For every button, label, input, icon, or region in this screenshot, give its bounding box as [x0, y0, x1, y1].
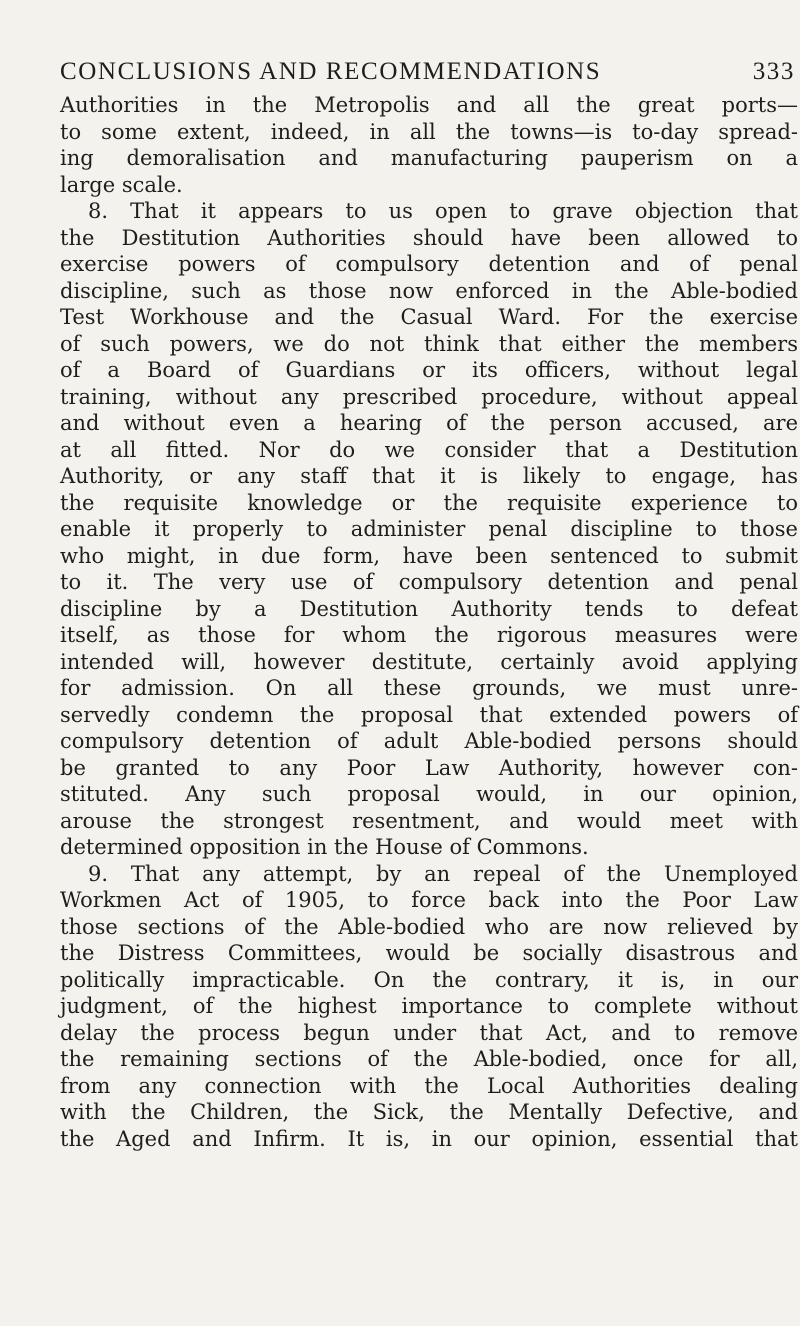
text-line: enable it properly to administer penal discipline to those [60, 517, 798, 541]
text-line: from any connection with the Local Authorities dealing [60, 1073, 798, 1098]
text-line: who might, in due form, have been sentenced to submit [60, 543, 798, 568]
text-line: and without even a hearing of the person accused, are [60, 411, 798, 435]
text-line: the requisite knowledge or the requisite experience to [60, 490, 798, 515]
text-line: discipline by a Destitution Authority tends to defeat [60, 596, 798, 621]
text-line: delay the process begun under that Act, and to remove [60, 1020, 798, 1045]
text-line: the remaining sections of the Able-bodied, once for all, [60, 1047, 798, 1071]
text-line: to it. The very use of compulsory detention and penal [60, 570, 798, 594]
text-line: servedly condemn the proposal that extended powers of [60, 702, 798, 727]
text-line: of such powers, we do not think that either the members [60, 331, 798, 356]
text-line: arouse the strongest resentment, and would meet with [60, 808, 798, 833]
text-line: politically impracticable. On the contrary, it is, in our [60, 967, 798, 992]
text-line: those sections of the Able-bodied who are now relieved by [60, 914, 798, 939]
text-line: compulsory detention of adult Able-bodied persons should [60, 729, 798, 753]
text-line: to some extent, indeed, in all the towns—is to-day spread- [60, 119, 798, 144]
running-head-title: CONCLUSIONS AND RECOMMENDATIONS [60, 58, 602, 85]
text-line: exercise powers of compulsory detention and of penal [60, 252, 798, 276]
text-line: of a Board of Guardians or its officers, without legal [60, 358, 798, 382]
page-number: 333 [752, 58, 795, 85]
text-line: at all fitted. Nor do we consider that a Destitution [60, 437, 798, 462]
text-line: itself, as those for whom the rigorous measures were [60, 623, 798, 647]
text-line: intended will, however destitute, certainly avoid applying [60, 649, 798, 674]
text-line: the Distress Committees, would be socially disastrous and [60, 941, 798, 965]
text-line: with the Children, the Sick, the Mentally Defective, and [60, 1100, 798, 1124]
text-line: for admission. On all these grounds, we must unre- [60, 676, 798, 700]
text-line: training, without any prescribed procedure, without appeal [60, 384, 798, 409]
text-line: judgment, of the highest importance to complete without [60, 994, 798, 1018]
text-line: ing demoralisation and manufacturing pauperism on a [60, 146, 798, 170]
text-line: the Aged and Infirm. It is, in our opinion, essential that [60, 1126, 798, 1151]
text-line: the Destitution Authorities should have been allowed to [60, 225, 798, 250]
text-line: Test Workhouse and the Casual Ward. For the exercise [60, 305, 798, 329]
text-line: Authorities in the Metropolis and all the great ports— [60, 93, 798, 117]
text-line: stituted. Any such proposal would, in our opinion, [60, 782, 798, 806]
text-line: be granted to any Poor Law Authority, however con- [60, 755, 798, 780]
text-line: determined opposition in the House of Commons. [60, 835, 589, 859]
paragraph-9-start: 9. That any attempt, by an repeal of the Unemployed [88, 861, 798, 886]
text-line: Workmen Act of 1905, to force back into the Poor Law [60, 888, 798, 912]
text-line: Authority, or any staff that it is likely to engage, has [60, 464, 798, 488]
text-line: large scale. [60, 172, 183, 197]
running-head [60, 52, 795, 92]
body-text [60, 92, 798, 1152]
text-line: discipline, such as those now enforced in the Able-bodied [60, 278, 798, 303]
paragraph-8-start: 8. That it appears to us open to grave objection that [88, 199, 798, 223]
